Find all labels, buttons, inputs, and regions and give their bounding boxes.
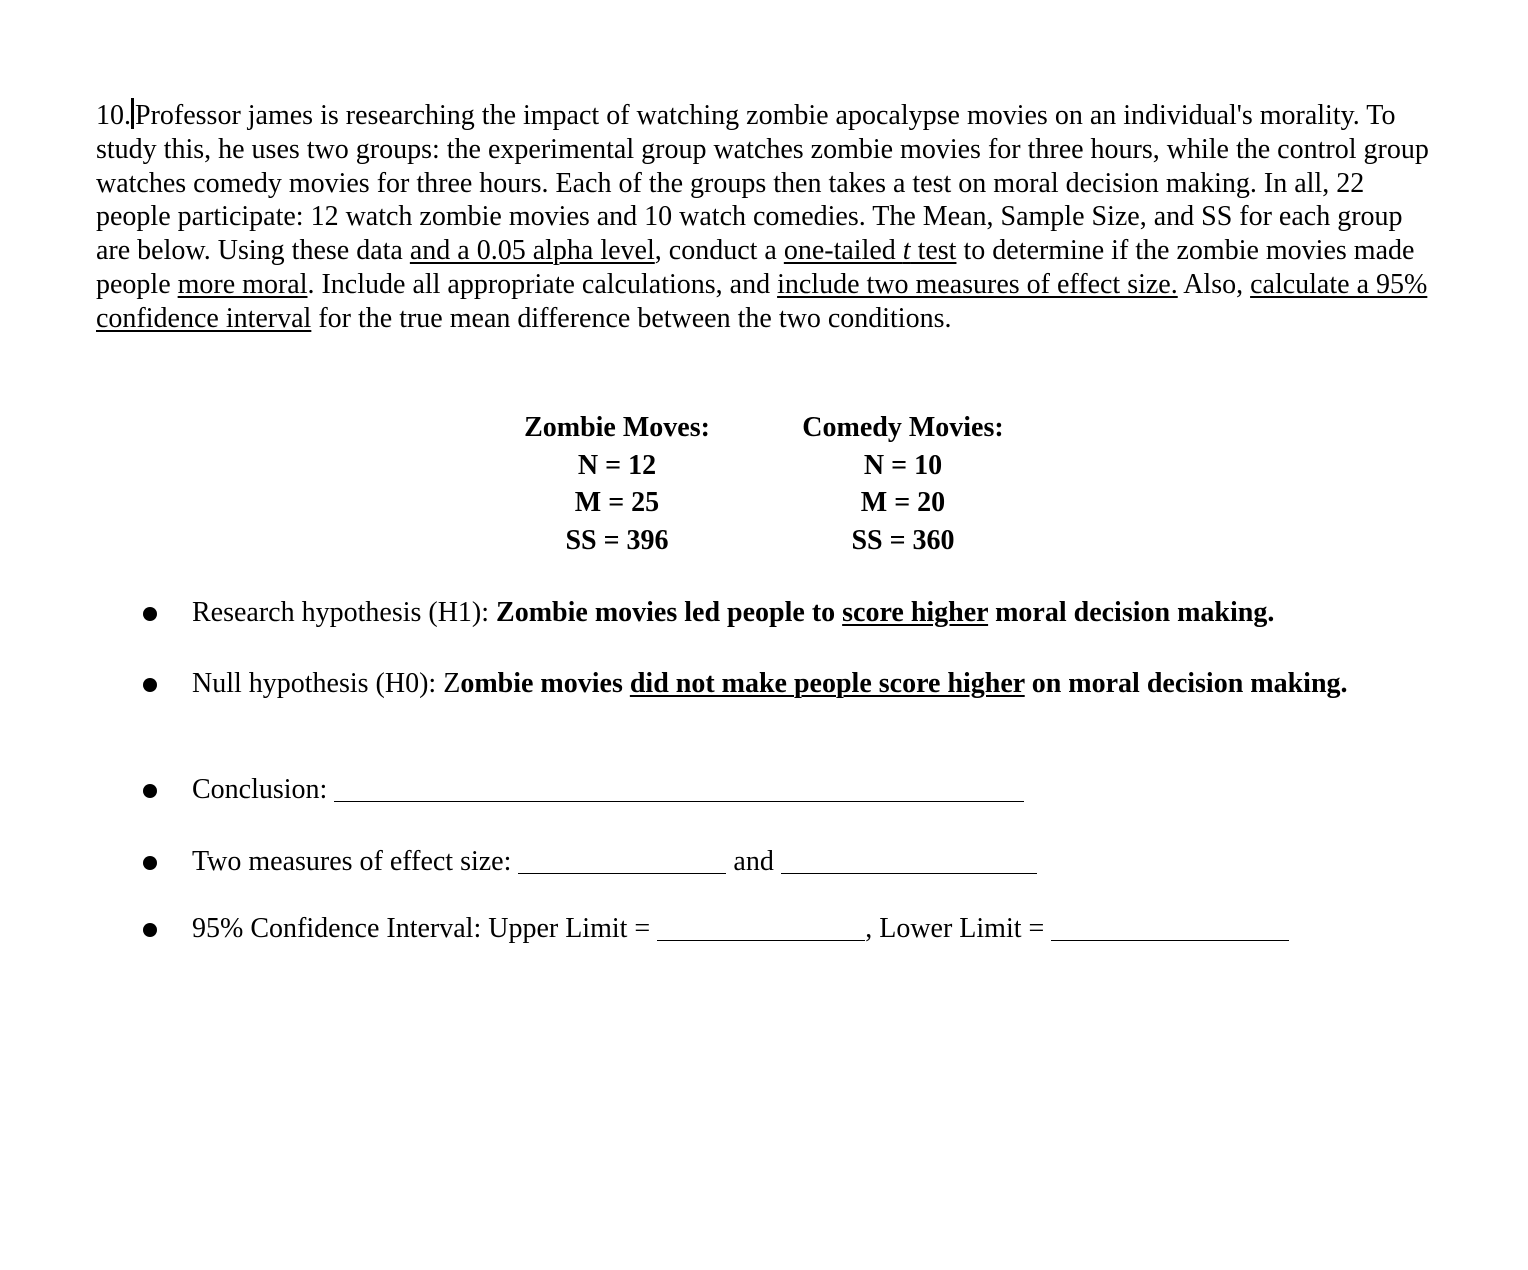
- zombie-ss: SS = 396: [565, 524, 669, 556]
- bullet-icon: [143, 923, 157, 937]
- zombie-group-stats: [457, 409, 777, 559]
- ci-lower-label: , Lower Limit =: [865, 913, 1052, 944]
- null-hypothesis-item: [192, 667, 1352, 700]
- research-hypothesis-item: [192, 596, 1352, 629]
- conclusion-label: Conclusion:: [192, 774, 335, 805]
- ci-upper-label: 95% Confidence Interval: Upper Limit =: [192, 913, 658, 944]
- zombie-mean: M = 25: [574, 487, 660, 518]
- confidence-interval-item: [192, 912, 1352, 945]
- comedy-mean: M = 20: [860, 487, 946, 518]
- zombie-group-title: Zombie Moves:: [524, 412, 710, 443]
- test-word: test: [910, 235, 957, 267]
- zombie-n: N = 12: [577, 449, 657, 481]
- null-hypothesis-label: Null hypothesis (H0): Z: [192, 668, 461, 699]
- effect-size-and: and: [726, 846, 781, 877]
- conclusion-item: [192, 773, 1352, 806]
- research-hypothesis-text: moral decision making.: [988, 597, 1275, 628]
- conclusion-blank[interactable]: [334, 775, 1024, 802]
- research-hypothesis-text: Zombie movies led people to: [496, 597, 843, 628]
- ci-upper-blank[interactable]: [657, 914, 865, 941]
- research-hypothesis-emphasis: score higher: [842, 597, 989, 628]
- problem-statement: [96, 98, 1436, 336]
- problem-text: Also,: [1177, 268, 1251, 300]
- problem-text: Professor james is researching the impact of watching zombie apocalypse movies on an individual's morality. To study this, he uses two groups: the experimental group watches zombie movies for three hours, while the control group watches comedy movies for three hours. Each of the groups then takes a test on moral decision making. In all, 22 people participate: 12 watch zombie movies and 10 watch comedies. The Mean, Sample Size, and SS for each group are below. Using these data: [96, 100, 1429, 267]
- problem-text: to determine if the zombie movies made people: [96, 235, 1415, 300]
- comedy-group-title: Comedy Movies:: [802, 412, 1004, 443]
- effect-size-label: Two measures of effect size:: [192, 846, 519, 877]
- one-tailed-word: one-tailed: [783, 235, 903, 267]
- null-hypothesis-emphasis: did not make people score higher: [629, 668, 1025, 699]
- bullet-icon: [143, 856, 157, 870]
- confidence-interval-phrase: calculate a 95% confidence interval: [96, 268, 1428, 334]
- bullet-icon: [143, 607, 157, 621]
- comedy-group-stats: [743, 409, 1063, 559]
- comedy-ss: SS = 360: [851, 524, 955, 556]
- t-symbol: t: [902, 235, 911, 267]
- comedy-n: N = 10: [863, 449, 943, 481]
- problem-text: for the true mean difference between the two conditions.: [311, 302, 952, 334]
- one-tailed-phrase: [784, 235, 957, 266]
- null-hypothesis-text: ombie movies: [460, 668, 630, 699]
- problem-number: 10.: [96, 100, 131, 131]
- effect-size-blank-2[interactable]: [781, 847, 1037, 874]
- problem-text: , conduct a: [654, 235, 784, 267]
- effect-size-blank-1[interactable]: [518, 847, 726, 874]
- alpha-level-phrase: and a 0.05 alpha level: [409, 235, 655, 267]
- ci-lower-blank[interactable]: [1051, 914, 1289, 941]
- bullet-icon: [143, 678, 157, 692]
- problem-text: . Include all appropriate calculations, and: [307, 268, 778, 300]
- research-hypothesis-label: Research hypothesis (H1):: [192, 597, 497, 628]
- null-hypothesis-text: on moral decision making.: [1024, 668, 1348, 699]
- text-cursor: [131, 98, 134, 129]
- bullet-icon: [143, 784, 157, 798]
- more-moral-phrase: more moral: [177, 268, 308, 300]
- effect-size-phrase: include two measures of effect size.: [777, 268, 1178, 300]
- effect-size-item: [192, 845, 1352, 878]
